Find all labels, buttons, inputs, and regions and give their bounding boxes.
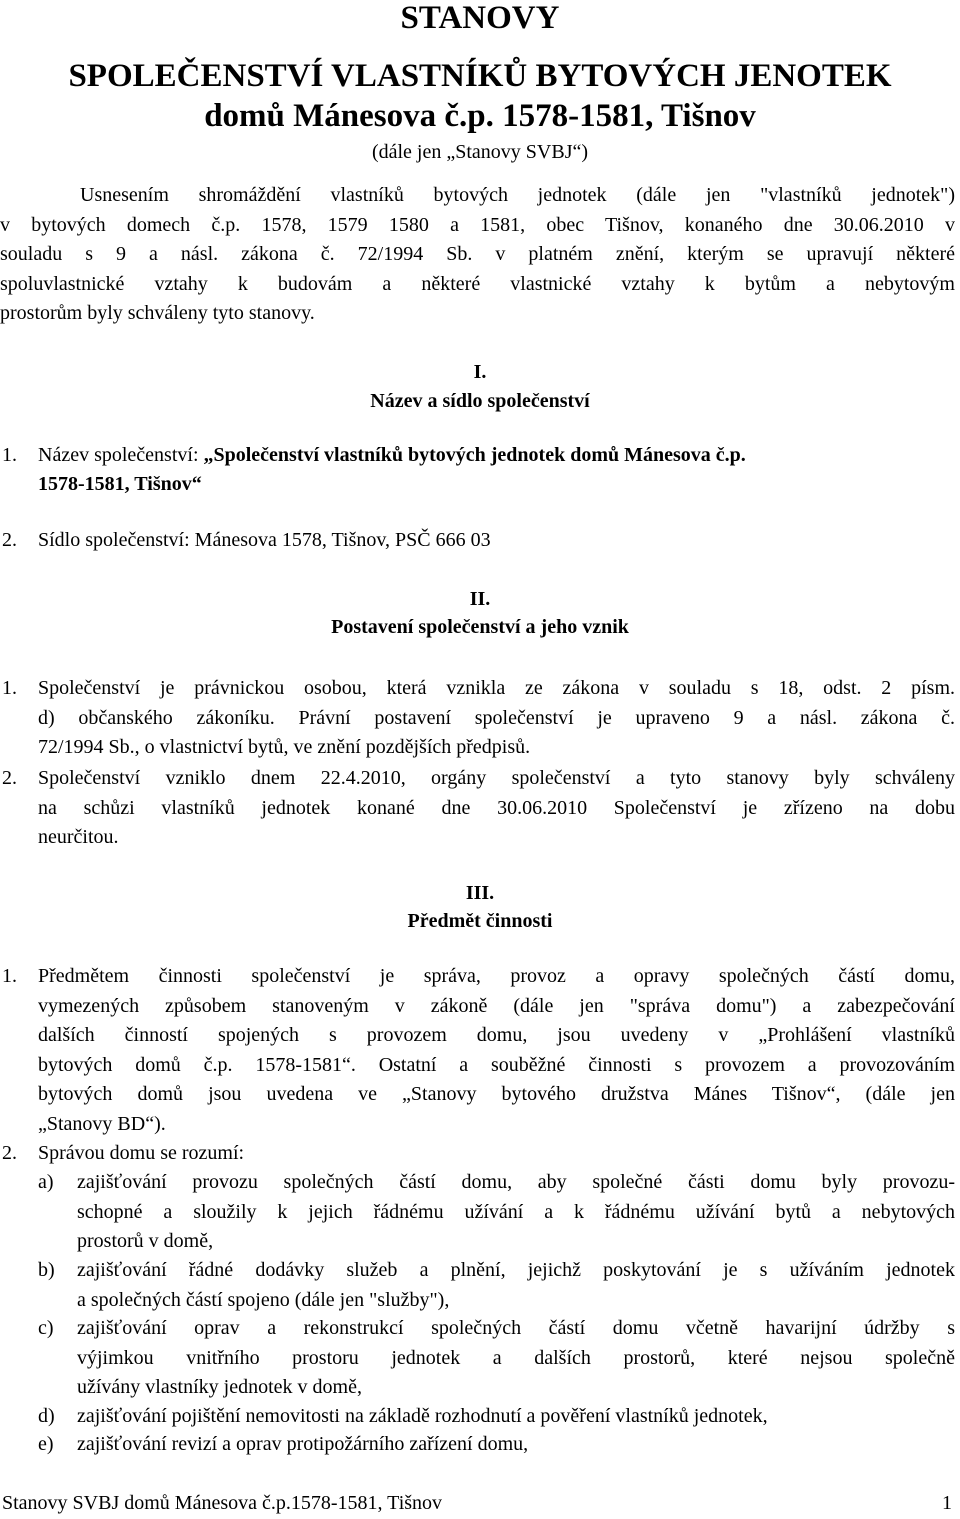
paragraph-line: zajišťování provozu společných částí domu, aby společné části domu byly provozu- bbox=[77, 1171, 955, 1193]
document-subtitle-association: SPOLEČENSTVÍ VLASTNÍKŮ BYTOVÝCH JENOTEK bbox=[68, 58, 892, 94]
paragraph-line: prostorů v domě, bbox=[77, 1230, 214, 1252]
paragraph-line: zajišťování revizí a oprav protipožárního zařízení domu, bbox=[77, 1433, 529, 1455]
company-name-value: „Společenství vlastníků bytových jednotek domů Mánesova č.p. bbox=[203, 444, 746, 466]
footer-text: Stanovy SVBJ domů Mánesova č.p.1578-1581, Tišnov bbox=[2, 1492, 443, 1514]
intro-paragraph bbox=[0, 181, 955, 329]
paragraph-line: a společných částí spojeno (dále jen "služby"), bbox=[77, 1288, 450, 1311]
paragraph-line: schopné a sloužily k jejich řádnému užívání a k řádnému užívání bytů a nebytových bbox=[77, 1200, 955, 1223]
section-1-item-1-number: 1. bbox=[2, 444, 17, 466]
document-subtitle-short-name: (dále jen „Stanovy SVBJ“) bbox=[371, 141, 589, 163]
paragraph-line: 72/1994 Sb., o vlastnictví bytů, ve znění pozdějších předpisů. bbox=[38, 736, 531, 758]
section-1-number: I. bbox=[473, 361, 487, 383]
company-name-label: Název společenství: bbox=[38, 444, 204, 466]
section-3-item-2-intro: Správou domu se rozumí: bbox=[38, 1142, 245, 1164]
paragraph-line: dalších činností spojených s provozem domu, jsou uvedeny v „Prohlášení vlastníků bbox=[38, 1024, 955, 1046]
page-number: 1 bbox=[942, 1492, 952, 1514]
subitem-d bbox=[77, 1402, 955, 1432]
paragraph-line: Předmětem činnosti společenství je správa, provoz a opravy společných částí domu, bbox=[38, 965, 955, 987]
subitem-a-letter: a) bbox=[38, 1171, 54, 1193]
subitem-e bbox=[77, 1430, 955, 1460]
subitem-b-letter: b) bbox=[38, 1259, 55, 1281]
section-2-number: II. bbox=[469, 588, 491, 610]
company-name-value-continued: 1578-1581, Tišnov“ bbox=[38, 473, 202, 495]
paragraph-line: zajišťování pojištění nemovitosti na základě rozhodnutí a pověření vlastníků jednotek, bbox=[77, 1405, 768, 1427]
paragraph-line: vymezených způsobem stanoveným v zákoně (dále jen "správa domu") a zabezpečování bbox=[38, 994, 955, 1017]
section-3-item-1 bbox=[38, 962, 955, 1139]
paragraph-line: neurčitou. bbox=[38, 826, 119, 848]
section-1-item-2-number: 2. bbox=[2, 529, 17, 551]
paragraph-line: Společenství vzniklo dnem 22.4.2010, orgány společenství a tyto stanovy byly schváleny bbox=[38, 767, 955, 789]
section-2-item-1-number: 1. bbox=[2, 677, 17, 699]
section-1-heading: Název a sídlo společenství bbox=[370, 390, 590, 412]
subitem-c bbox=[77, 1314, 955, 1403]
subitem-b bbox=[77, 1256, 955, 1315]
paragraph-line: výjimkou vnitřního prostoru jednotek a dalších prostorů, které nejsou společně bbox=[77, 1346, 955, 1369]
document-subtitle-address: domů Mánesova č.p. 1578-1581, Tišnov bbox=[204, 98, 756, 134]
intro-line: spoluvlastnické vztahy k budovám a některé vlastnické vztahy k bytům a nebytovým bbox=[0, 272, 955, 295]
paragraph-line: na schůzi vlastníků jednotek konané dne 30.06.2010 Společenství je zřízeno na dobu bbox=[38, 796, 955, 819]
subitem-c-letter: c) bbox=[38, 1317, 54, 1339]
intro-line: souladu s 9 a násl. zákona č. 72/1994 Sb. v platném znění, kterým se upravují některé bbox=[0, 243, 955, 265]
paragraph-line: zajišťování oprav a rekonstrukcí společných částí domu včetně havarijní údržby s bbox=[77, 1317, 955, 1339]
registered-office: Sídlo společenství: Mánesova 1578, Tišnov, PSČ 666 03 bbox=[38, 529, 491, 551]
subitem-d-letter: d) bbox=[38, 1405, 55, 1427]
section-3-heading: Předmět činnosti bbox=[407, 910, 553, 932]
paragraph-line: Společenství je právnickou osobou, která vznikla ze zákona v souladu s 18, odst. 2 písm. bbox=[38, 677, 955, 699]
section-2-item-2 bbox=[38, 764, 955, 853]
section-2-heading: Postavení společenství a jeho vznik bbox=[331, 616, 629, 638]
paragraph-line: zajišťování řádné dodávky služeb a plnění, jejichž poskytování je s užíváním jednotek bbox=[77, 1259, 955, 1281]
section-2-item-2-number: 2. bbox=[2, 767, 17, 789]
intro-line: Usnesením shromáždění vlastníků bytových jednotek (dále jen "vlastníků jednotek") bbox=[80, 184, 955, 206]
subitem-a bbox=[77, 1168, 955, 1257]
intro-line: prostorům byly schváleny tyto stanovy. bbox=[0, 302, 315, 324]
paragraph-line: d) občanského zákoníku. Právní postavení společenství je upraveno 9 a násl. zákona č. bbox=[38, 706, 955, 729]
section-3-number: III. bbox=[465, 882, 495, 904]
paragraph-line: bytových domů č.p. 1578-1581“. Ostatní a souběžné činnosti s provozem a provozováním bbox=[38, 1053, 955, 1076]
section-2-item-1 bbox=[38, 674, 955, 763]
paragraph-line: bytových domů jsou uvedena ve „Stanovy bytového družstva Mánes Tišnov“, (dále jen bbox=[38, 1083, 955, 1105]
paragraph-line: „Stanovy BD“). bbox=[38, 1112, 166, 1135]
intro-line: v bytových domech č.p. 1578, 1579 1580 a 1581, obec Tišnov, konaného dne 30.06.2010 v bbox=[0, 213, 955, 236]
document-title: STANOVY bbox=[400, 0, 560, 36]
paragraph-line: užívány vlastníky jednotek v domě, bbox=[77, 1376, 362, 1398]
subitem-e-letter: e) bbox=[38, 1433, 54, 1455]
section-1-item-1 bbox=[38, 441, 746, 470]
section-3-item-1-number: 1. bbox=[2, 965, 17, 987]
section-3-item-2-number: 2. bbox=[2, 1142, 17, 1164]
